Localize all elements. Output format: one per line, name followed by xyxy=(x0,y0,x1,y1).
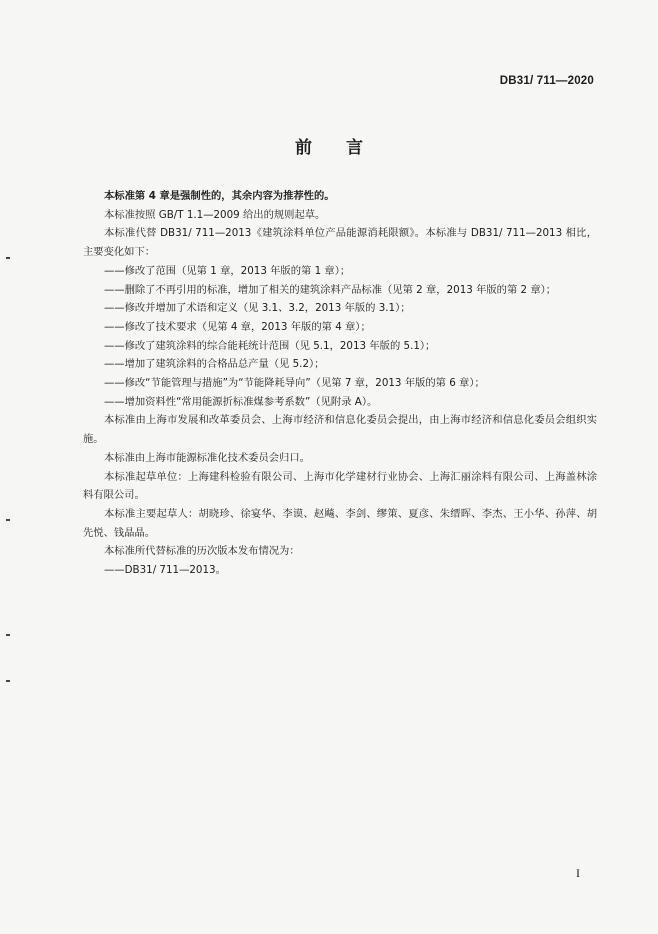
replacement-statement: 本标准代替 DB31/ 711—2013《建筑涂料单位产品能源消耗限额》。本标准与 DB31/ 711—2013 相比，主要变化如下： xyxy=(83,227,597,259)
history-statement: 本标准所代替标准的历次版本发布情况为： xyxy=(104,545,300,558)
document-number: DB31/ 711—2020 xyxy=(499,75,594,87)
drafting-units: 本标准起草单位：上海建科检验有限公司、上海市化学建材行业协会、上海汇丽涂料有限公司、上海盖林涂料有限公司。 xyxy=(83,470,597,502)
change-item: ——修改了建筑涂料的综合能耗统计范围（见 5.1，2013 年版的 5.1）； xyxy=(104,339,436,352)
margin-mark xyxy=(6,257,10,259)
history-item: ——DB31/ 711—2013。 xyxy=(104,564,226,577)
mandatory-statement: 本标准第 4 章是强制性的，其余内容为推荐性的。 xyxy=(104,190,335,202)
margin-mark xyxy=(6,519,10,521)
change-item: ——修改“节能管理与措施”为“节能降耗导向”（见第 7 章，2013 年版的第 6 章）； xyxy=(104,377,485,390)
centralized-by: 本标准由上海市能源标准化技术委员会归口。 xyxy=(104,451,310,464)
main-drafters: 本标准主要起草人：胡晓珍、徐宴华、李谟、赵飚、李剑、缪策、夏彦、朱缙晖、李杰、王小华、孙萍、胡先悦、钱晶晶。 xyxy=(83,507,597,539)
margin-mark xyxy=(6,680,10,682)
change-item: ——增加资料性“常用能源折标准煤参考系数”（见附录 A）。 xyxy=(104,395,378,408)
title-char-1: 前 xyxy=(295,138,312,158)
change-item: ——修改了范围（见第 1 章，2013 年版的第 1 章）； xyxy=(104,264,351,277)
change-item: ——修改了技术要求（见第 4 章，2013 年版的第 4 章）； xyxy=(104,320,371,333)
drafting-rules: 本标准按照 GB/T 1.1—2009 给出的规则起草。 xyxy=(104,208,326,221)
title-char-2: 言 xyxy=(346,138,363,158)
section-title xyxy=(0,133,658,158)
proposer-statement: 本标准由上海市发展和改革委员会、上海市经济和信息化委员会提出，由上海市经济和信息化委员会组织实施。 xyxy=(83,414,597,446)
change-item: ——修改并增加了术语和定义（见 3.1、3.2，2013 年版的 3.1）； xyxy=(104,302,411,315)
change-item: ——增加了建筑涂料的合格品总产量（见 5.2）； xyxy=(104,358,325,371)
change-item: ——删除了不再引用的标准，增加了相关的建筑涂料产品标准（见第 2 章，2013 年版的第 2 章）； xyxy=(104,283,557,296)
margin-mark xyxy=(6,634,10,636)
page-number: I xyxy=(576,866,580,880)
body-text xyxy=(83,187,597,580)
